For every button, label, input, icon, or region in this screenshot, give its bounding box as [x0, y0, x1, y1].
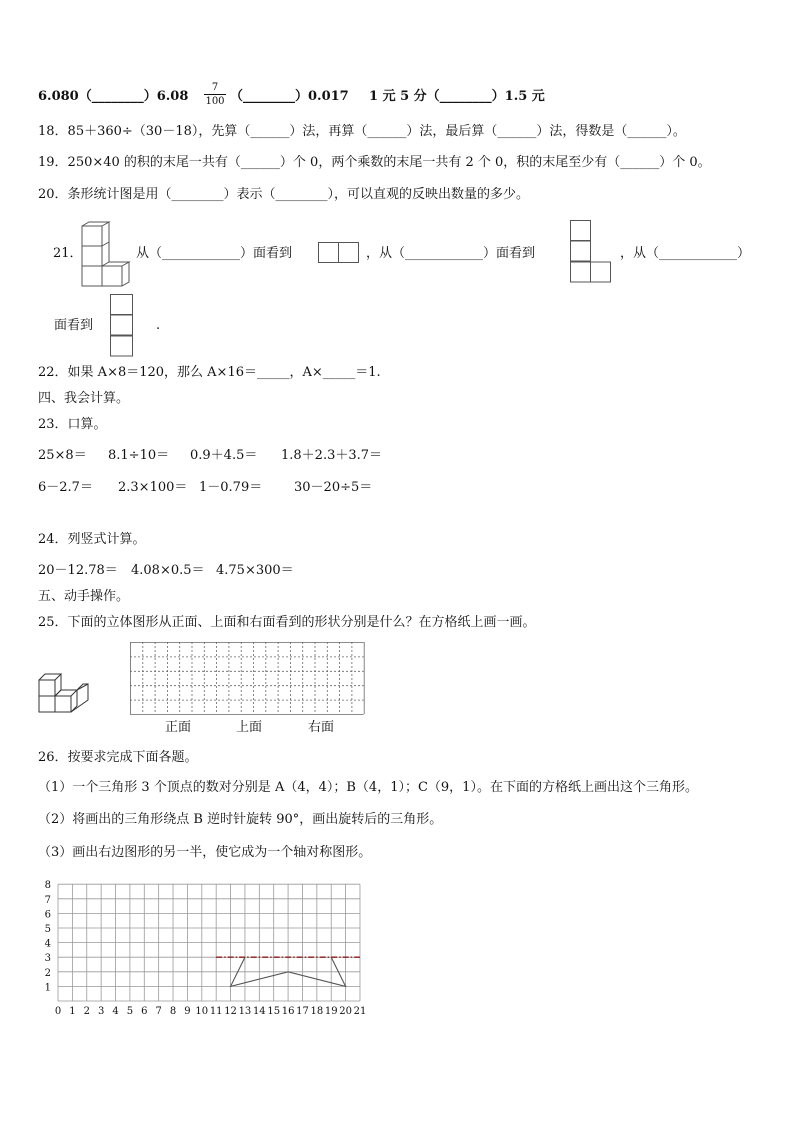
q17-item-c: 1 元 5 分（________）1.5 元 [369, 89, 545, 104]
x-tick-label: 15 [267, 1006, 281, 1017]
q21-from-3: ，从（____________） [620, 246, 751, 261]
question-25: 25．下面的立体图形从正面、上面和右面看到的形状分别是什么？在方格纸上画一画。 [38, 615, 536, 630]
question-23: 23．口算。 [38, 417, 107, 432]
q21-view-two-squares [318, 242, 360, 264]
q17-fraction [204, 82, 226, 107]
q26-part-2: （2）将画出的三角形绕点 B 逆时针旋转 90°，画出旋转后的三角形。 [38, 812, 443, 827]
q25-label-right: 右面 [308, 720, 335, 735]
y-tick-label: 6 [44, 909, 51, 921]
oral-item: 1.8＋2.3＋3.7＝ [281, 448, 383, 463]
fraction-denominator: 100 [205, 96, 225, 107]
q21-view-column [110, 294, 134, 358]
x-tick-label: 5 [126, 1006, 134, 1017]
x-tick-label: 12 [224, 1006, 237, 1017]
q21-view-l-shape [570, 220, 612, 284]
vertical-item: 20－12.78＝ [38, 563, 118, 578]
oral-item: 6－2.7＝ [38, 480, 93, 495]
x-tick-label: 21 [353, 1006, 367, 1017]
q21-from-1: 从（____________）面看到 [136, 246, 293, 261]
oral-item: 0.9＋4.5＝ [190, 448, 258, 463]
q26-part-3: （3）画出右边图形的另一半，使它成为一个轴对称图形。 [38, 845, 372, 860]
y-tick-label: 7 [44, 894, 51, 906]
q17-item-b: （________）0.017 [230, 89, 349, 104]
x-tick-label: 2 [83, 1006, 90, 1017]
y-tick-label: 5 [44, 924, 51, 935]
x-tick-label: 14 [252, 1006, 266, 1017]
q21-period: . [156, 318, 161, 333]
x-tick-label: 16 [281, 1006, 295, 1017]
x-tick-label: 4 [112, 1006, 119, 1017]
x-tick-label: 11 [209, 1006, 223, 1017]
q21-number: 21． [53, 246, 83, 261]
oral-item: 8.1÷10＝ [108, 448, 170, 463]
x-tick-label: 18 [310, 1006, 324, 1017]
fraction-numerator: 7 [211, 82, 219, 93]
x-tick-label: 9 [184, 1006, 191, 1017]
q21-line2: 面看到 [54, 318, 94, 333]
question-19: 19．250×40 的积的末尾一共有（______）个 0，两个乘数的末尾一共有 2 个 0，积的末尾至少有（______）个 0。 [38, 155, 711, 170]
x-tick-label: 8 [169, 1006, 177, 1017]
y-tick-label: 8 [44, 880, 51, 892]
oral-item: 2.3×100＝ [118, 480, 188, 495]
section-5-title: 五、动手操作。 [38, 589, 130, 604]
x-tick-label: 19 [324, 1006, 338, 1017]
vertical-item: 4.75×300＝ [216, 563, 294, 578]
x-tick-label: 1 [69, 1006, 76, 1017]
oral-item: 25×8＝ [38, 448, 87, 463]
q26-part-1: （1）一个三角形 3 个顶点的数对分别是 A（4，4）；B（4，1）；C（9，1）。在下面的方格纸上画出这个三角形。 [38, 780, 698, 795]
q17-item-a: 6.080（________）6.08 [38, 89, 189, 104]
section-4-title: 四、我会计算。 [38, 391, 130, 406]
y-tick-label: 4 [44, 938, 51, 950]
x-tick-label: 3 [97, 1006, 105, 1017]
question-24: 24．列竖式计算。 [38, 532, 146, 547]
q26-coordinate-grid[interactable] [34, 880, 374, 1020]
oral-item: 1－0.79＝ [199, 480, 263, 495]
question-26: 26．按要求完成下面各题。 [38, 750, 198, 765]
question-20: 20．条形统计图是用（________）表示（________），可以直观的反映出数量的多少。 [38, 187, 530, 202]
x-tick-label: 0 [54, 1006, 62, 1017]
question-18: 18．85＋360÷（30－18），先算（______）法，再算（______）法，最后算（______）法，得数是（______）。 [38, 124, 686, 139]
x-tick-label: 6 [141, 1006, 148, 1017]
y-tick-label: 2 [44, 967, 51, 979]
vertical-item: 4.08×0.5＝ [131, 563, 205, 578]
x-tick-label: 13 [238, 1006, 252, 1017]
y-tick-label: 1 [44, 982, 51, 994]
x-tick-label: 17 [296, 1006, 309, 1017]
question-22: 22．如果 A×8＝120，那么 A×16＝_____，A×_____＝1. [38, 365, 381, 380]
x-tick-label: 20 [339, 1006, 352, 1017]
y-tick-label: 3 [44, 953, 51, 965]
oral-item: 30－20÷5＝ [294, 480, 373, 495]
q25-label-top: 上面 [236, 720, 263, 735]
q25-label-front: 正面 [165, 720, 192, 735]
q25-grid-paper[interactable] [130, 642, 366, 716]
q21-from-2: ，从（____________）面看到 [366, 246, 536, 261]
q21-solid-figure [80, 222, 132, 288]
q25-solid-figure [38, 668, 92, 714]
x-tick-label: 7 [155, 1006, 162, 1017]
x-tick-label: 10 [195, 1006, 209, 1017]
